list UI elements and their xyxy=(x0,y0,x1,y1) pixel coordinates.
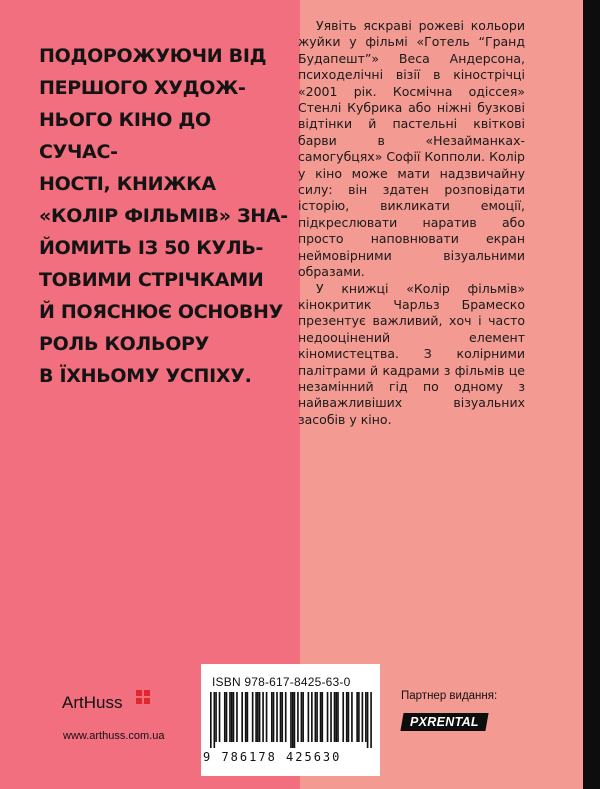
barcode-bar xyxy=(247,692,249,742)
barcode-bar xyxy=(302,692,304,742)
barcode-bar xyxy=(255,692,257,742)
barcode-bar xyxy=(358,692,360,742)
barcode-bar xyxy=(335,692,337,742)
barcode-bar xyxy=(297,692,299,742)
headline-line: ПЕРШОГО ХУДОЖ- xyxy=(39,77,246,99)
barcode-bar xyxy=(327,692,329,742)
publisher-logo: ArtHuss xyxy=(62,693,123,712)
barcode-bar xyxy=(294,692,296,748)
isbn-number: ISBN 978-617-8425-63-0 xyxy=(212,675,351,689)
barcode-bar xyxy=(280,692,282,742)
barcode-bar xyxy=(285,692,287,742)
cover-headline xyxy=(39,40,289,392)
barcode-bar xyxy=(219,692,221,742)
barcode-bar xyxy=(262,692,264,742)
barcode-bar xyxy=(346,692,348,742)
book-spine-edge xyxy=(583,0,600,789)
barcode-bar xyxy=(224,692,226,742)
barcode-bar xyxy=(356,692,358,742)
barcode-bar xyxy=(337,692,339,742)
barcode-bar xyxy=(365,692,367,742)
barcode-bar xyxy=(266,692,268,742)
barcode-bar xyxy=(334,692,336,742)
headline-line: «КОЛІР ФІЛЬМІВ» ЗНА- xyxy=(39,205,288,227)
headline-line: РОЛЬ КОЛЬОРУ xyxy=(39,333,210,355)
barcode-bar xyxy=(229,692,231,742)
partner-logo-text: PXRENTAL xyxy=(410,715,479,729)
publisher-url: www.arthuss.com.ua xyxy=(63,730,165,742)
barcode-bar xyxy=(245,692,247,742)
barcode-bar xyxy=(362,692,364,742)
barcode-bar xyxy=(252,692,254,742)
barcode-bar xyxy=(351,692,353,742)
headline-line: ЙОМИТЬ ІЗ 50 КУЛЬ- xyxy=(39,237,264,259)
barcode-bar xyxy=(257,692,259,742)
barcode-bar xyxy=(321,692,323,742)
barcode-bar xyxy=(231,692,233,742)
barcode-bar xyxy=(273,692,275,742)
headline-line: Й ПОЯСНЮЄ ОСНОВНУ xyxy=(39,301,283,323)
barcode-bar xyxy=(259,692,261,742)
headline-line: В ЇХНЬОМУ УСПІХУ. xyxy=(39,365,252,387)
barcode-bar xyxy=(348,692,350,742)
headline-line: НОСТІ, КНИЖКА xyxy=(39,173,216,195)
publisher-mark-icon xyxy=(136,690,150,704)
partner-logo xyxy=(400,713,488,731)
headline-line: НЬОГО КІНО ДО СУЧАС- xyxy=(39,109,211,163)
barcode-bar xyxy=(210,692,212,748)
book-description xyxy=(298,18,525,428)
barcode-bar xyxy=(367,692,369,748)
barcode-bar xyxy=(241,692,243,742)
barcode-bar xyxy=(236,692,238,742)
description-paragraph-1: Уявіть яскраві рожеві кольори жуйки у фільмі «Готель “Гранд Будапешт”» Веса Андерсона, психоделічні візії в кінострічці «2001 рік. Космічна одіссея» Стенлі Кубрика або ніжні бузкові відтінки й пастельні квіткові барви в «Незайманках-самогубцях» Софії Копполи. Колір у кіно може мати надзвичайну силу: він здатен розповідати історію, викликати емоції, підкреслювати наратив або просто наповнювати екран неймовірними візуальними образами. xyxy=(298,18,525,280)
barcode-icon xyxy=(210,692,372,748)
barcode-bar xyxy=(320,692,322,742)
headline-line: ПОДОРОЖУЮЧИ ВІД xyxy=(39,45,267,67)
barcode-bar xyxy=(226,692,228,742)
barcode-bar xyxy=(308,692,310,742)
barcode-bar xyxy=(330,692,332,742)
barcode-bar xyxy=(370,692,372,748)
barcode-bar xyxy=(290,692,292,748)
partner-label: Партнер видання: xyxy=(401,690,498,702)
barcode-bar xyxy=(281,692,283,742)
barcode-bar xyxy=(233,692,235,742)
barcode-bar xyxy=(271,692,273,742)
barcode-bar xyxy=(311,692,313,742)
description-paragraph-2: У книжці «Колір фільмів» кінокритик Чарльз Брамеско презентує важливий, хоч і часто недооцінений елемент кіномистецтва. З колірними палітрами й кадрами з фільмів це незамінний гід по одному з найважливіших візуальних засобів у кіно. xyxy=(298,280,525,427)
barcode-bar xyxy=(276,692,278,742)
barcode-bar xyxy=(301,692,303,742)
barcode-bar xyxy=(213,692,215,748)
barcode-bar xyxy=(215,692,217,742)
barcode-digits: 9 786178 425630 xyxy=(203,750,342,764)
barcode-bar xyxy=(316,692,318,742)
headline-line: ТОВИМИ СТРІЧКАМИ xyxy=(39,269,264,291)
barcode-bar xyxy=(342,692,344,742)
barcode-bar xyxy=(315,692,317,742)
barcode-bar xyxy=(292,692,294,748)
